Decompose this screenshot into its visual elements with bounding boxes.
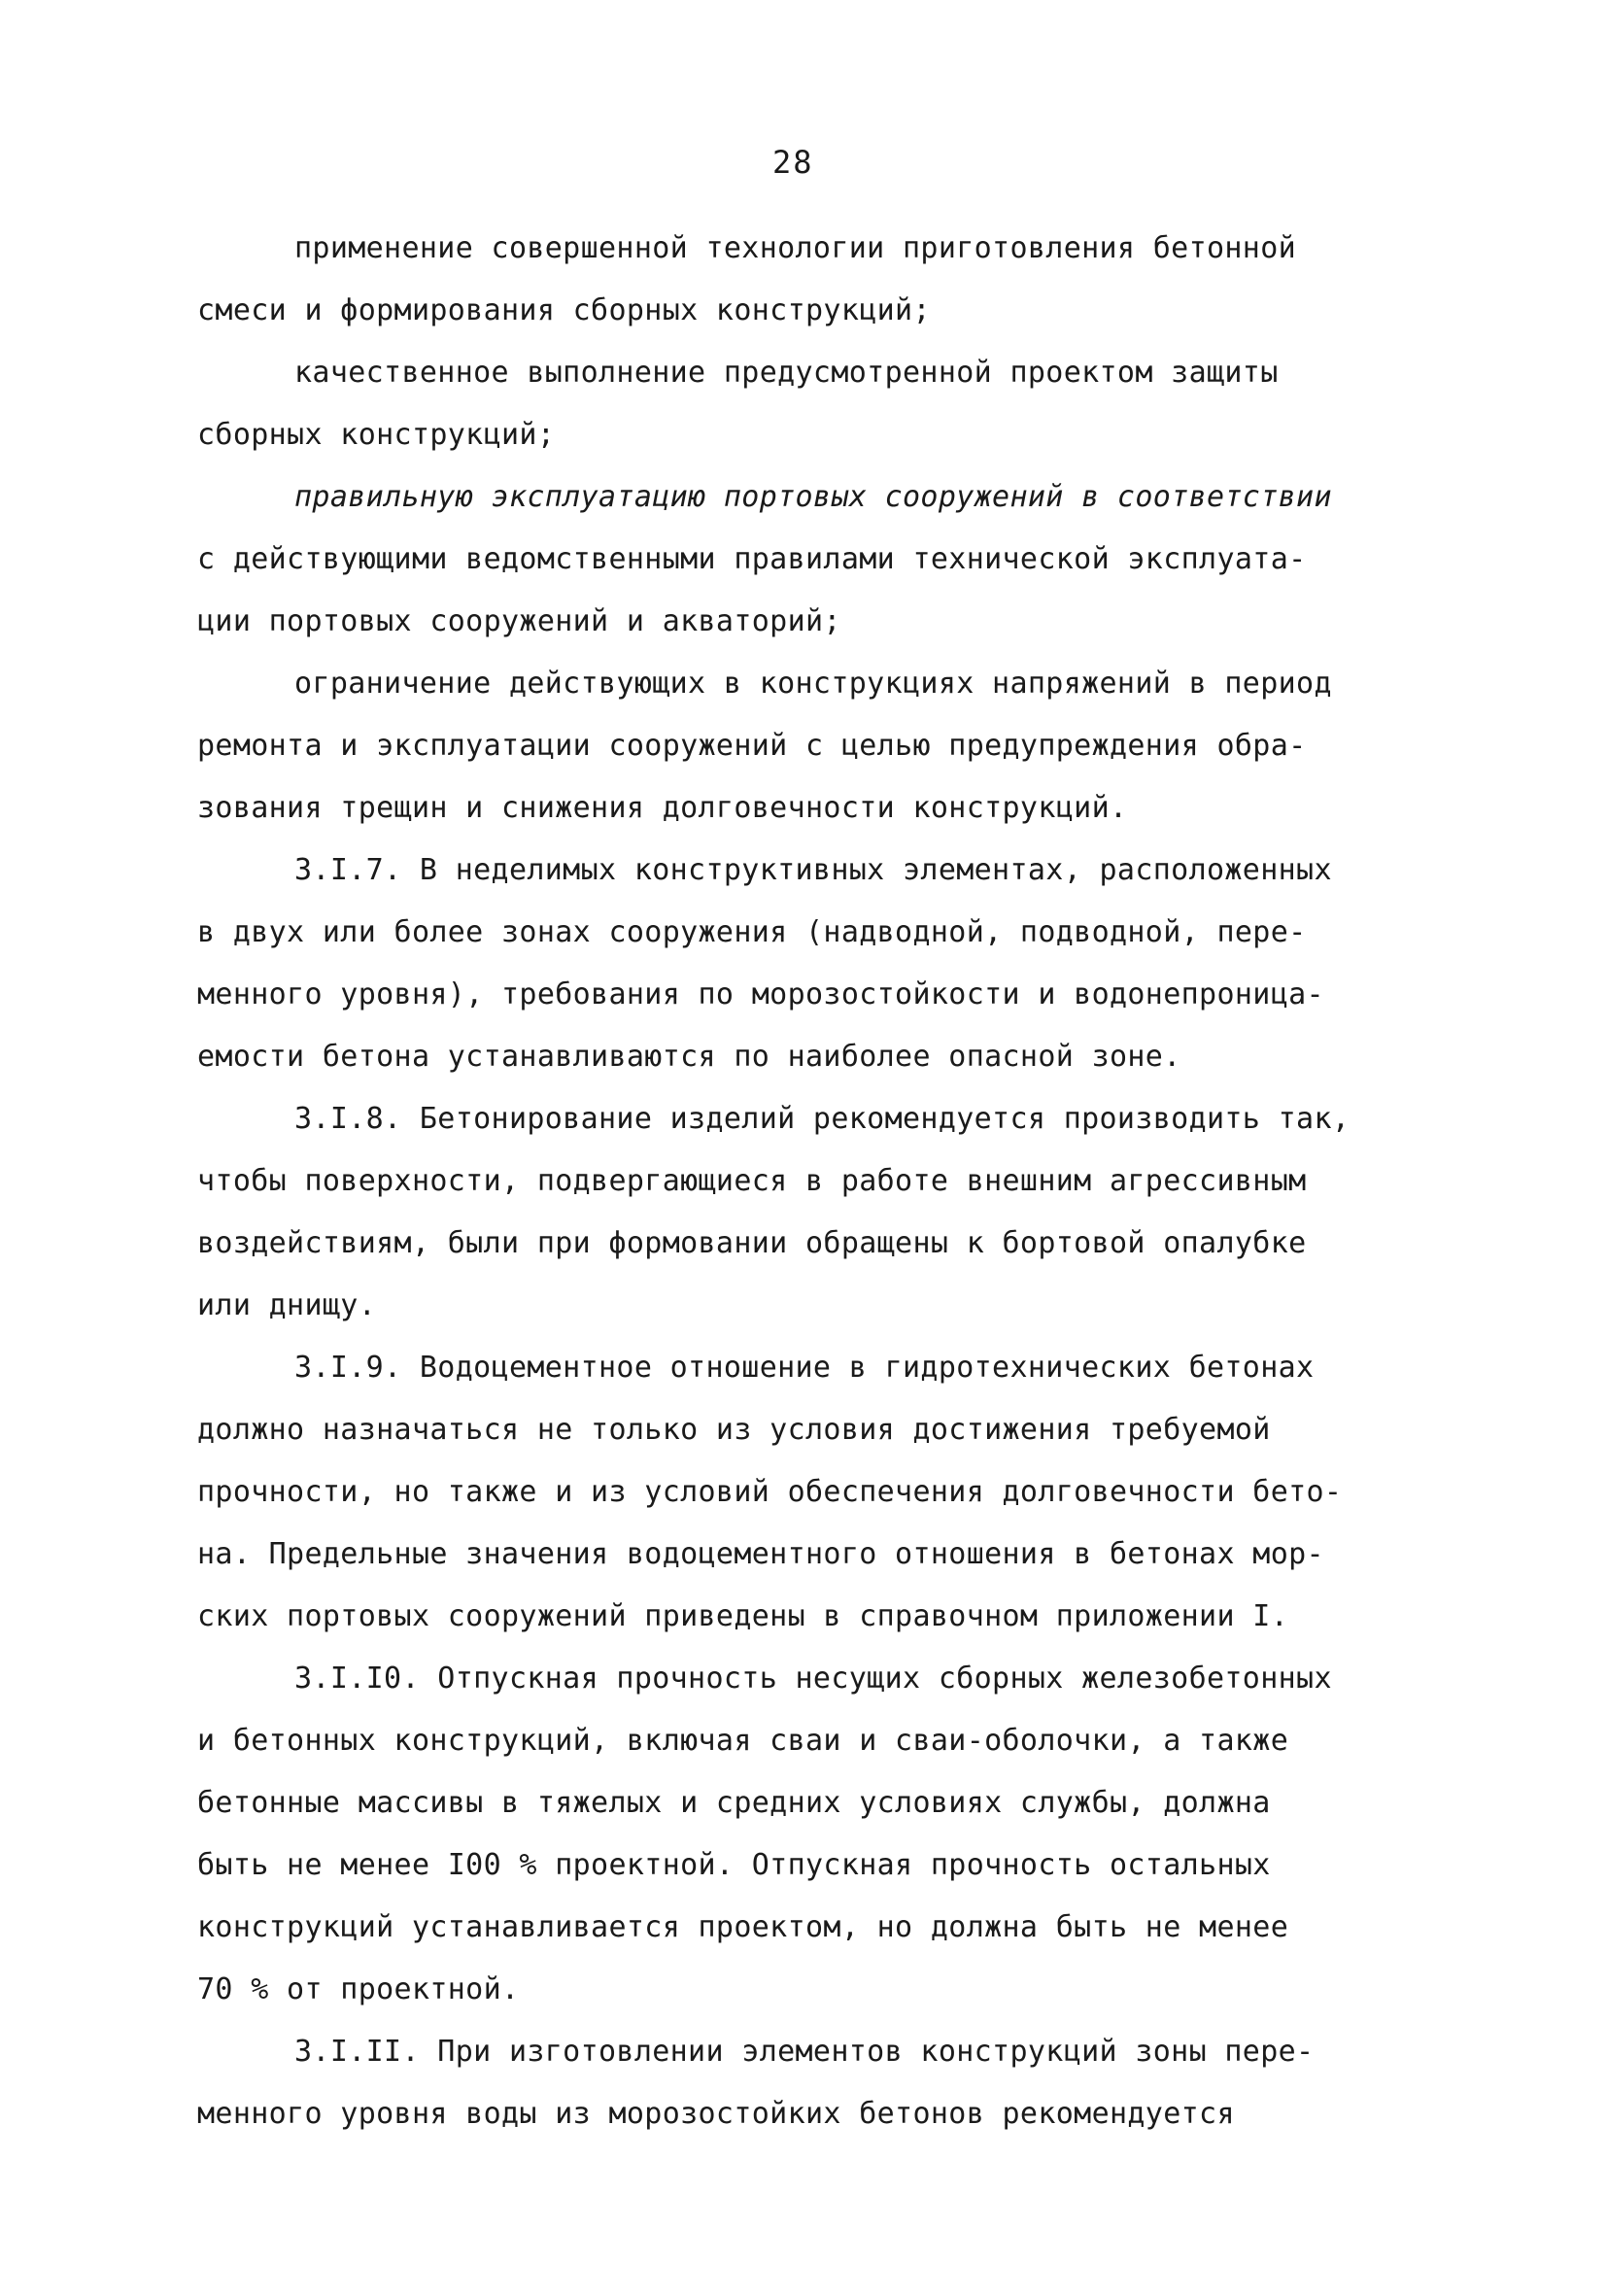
text-line: 3.I.9. Водоцементное отношение в гидротехнических бетонах — [294, 1351, 1315, 1385]
text-line: 3.I.II. При изготовлении элементов конструкций зоны пере- — [294, 2035, 1315, 2069]
text-line: 3.I.7. В неделимых конструктивных элементах, расположенных — [294, 853, 1332, 887]
text-line: применение совершенной технологии приготовления бетонной — [294, 231, 1297, 265]
page-number: 28 — [772, 144, 814, 181]
text-line: емости бетона устанавливаются по наиболее опасной зоне. — [197, 1040, 1181, 1074]
text-line: в двух или более зонах сооружения (надводной, подводной, пере- — [197, 915, 1307, 949]
text-line: воздействиям, были при формовании обращены к бортовой опалубке — [197, 1226, 1307, 1260]
text-line: или днищу. — [197, 1288, 377, 1322]
text-line: ских портовых сооружений приведены в справочном приложении I. — [197, 1599, 1289, 1633]
text-line: ремонта и эксплуатации сооружений с целью предупреждения обра- — [197, 729, 1307, 763]
text-line: качественное выполнение предусмотренной проектом защиты — [294, 356, 1279, 390]
text-line: чтобы поверхности, подвергающиеся в работе внешним агрессивным — [197, 1164, 1307, 1198]
text-line: зования трещин и снижения долговечности конструкций. — [197, 791, 1128, 825]
text-line: сборных конструкций; — [197, 418, 556, 452]
text-line: прочности, но также и из условий обеспечения долговечности бето- — [197, 1475, 1343, 1509]
text-line: ограничение действующих в конструкциях напряжений в период — [294, 667, 1332, 701]
text-line: 3.I.8. Бетонирование изделий рекомендуется производить так, — [294, 1102, 1351, 1136]
text-line: 3.I.I0. Отпускная прочность несущих сборных железобетонных — [294, 1662, 1332, 1696]
text-line: ции портовых сооружений и акваторий; — [197, 604, 841, 638]
text-line: на. Предельные значения водоцементного отношения в бетонах мор- — [197, 1537, 1324, 1571]
text-line: должно назначаться не только из условия достижения требуемой — [197, 1413, 1271, 1447]
text-line: смеси и формирования сборных конструкций; — [197, 293, 931, 327]
text-line: быть не менее I00 % проектной. Отпускная прочность остальных — [197, 1848, 1271, 1882]
text-line: бетонные массивы в тяжелых и средних условиях службы, должна — [197, 1786, 1271, 1820]
text-line: менного уровня воды из морозостойких бетонов рекомендуется — [197, 2097, 1235, 2131]
text-line: менного уровня), требования по морозостойкости и водонепроница- — [197, 977, 1324, 1011]
text-line: и бетонных конструкций, включая сваи и сваи-оболочки, а также — [197, 1724, 1289, 1758]
text-line: с действующими ведомственными правилами технической эксплуата- — [197, 542, 1307, 576]
text-line: правильную эксплуатацию портовых сооружений в соответствии — [294, 480, 1332, 514]
text-line: 70 % от проектной. — [197, 1972, 520, 2006]
text-line: конструкций устанавливается проектом, но должна быть не менее — [197, 1910, 1289, 1944]
body-text — [197, 218, 1402, 2145]
